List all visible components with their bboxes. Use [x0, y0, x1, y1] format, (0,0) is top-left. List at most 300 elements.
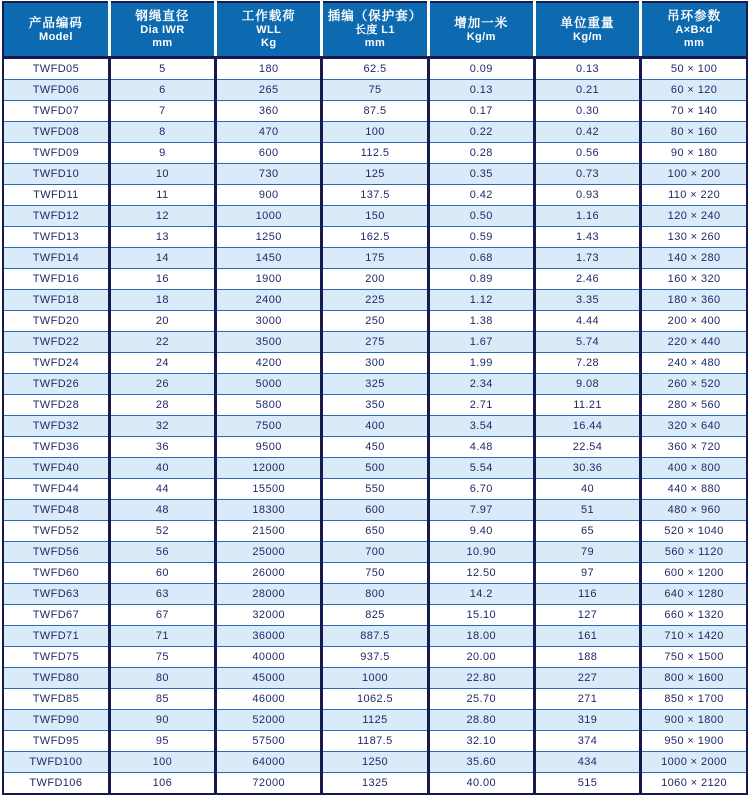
header-line: 长度 L1 [355, 24, 395, 36]
cell-unit-weight: 2.46 [534, 269, 640, 290]
cell-diameter: 22 [109, 332, 215, 353]
cell-per-meter-increase: 0.13 [428, 80, 534, 101]
cell-splice-length: 300 [322, 353, 428, 374]
cell-per-meter-increase: 20.00 [428, 647, 534, 668]
cell-unit-weight: 0.21 [534, 80, 640, 101]
cell-unit-weight: 9.08 [534, 374, 640, 395]
table-row [3, 773, 747, 795]
cell-eye-params: 320 × 640 [641, 416, 747, 437]
cell-wll: 40000 [216, 647, 322, 668]
cell-eye-params: 240 × 480 [641, 353, 747, 374]
cell-splice-length: 1062.5 [322, 689, 428, 710]
cell-diameter: 13 [109, 227, 215, 248]
cell-per-meter-increase: 0.22 [428, 122, 534, 143]
cell-eye-params: 750 × 1500 [641, 647, 747, 668]
cell-splice-length: 937.5 [322, 647, 428, 668]
header-line: mm [364, 37, 386, 49]
cell-diameter: 100 [109, 752, 215, 773]
cell-eye-params: 60 × 120 [641, 80, 747, 101]
cell-unit-weight: 188 [534, 647, 640, 668]
cell-per-meter-increase: 1.38 [428, 311, 534, 332]
table-row [3, 206, 747, 227]
cell-wll: 5000 [216, 374, 322, 395]
cell-wll: 72000 [216, 773, 322, 795]
cell-eye-params: 850 × 1700 [641, 689, 747, 710]
cell-diameter: 52 [109, 521, 215, 542]
cell-eye-params: 70 × 140 [641, 101, 747, 122]
cell-unit-weight: 0.73 [534, 164, 640, 185]
header-line: 单位重量 [560, 15, 615, 30]
cell-model: TWFD12 [3, 206, 109, 227]
cell-unit-weight: 0.13 [534, 58, 640, 80]
cell-diameter: 48 [109, 500, 215, 521]
header-line: WLL [256, 24, 282, 36]
cell-model: TWFD10 [3, 164, 109, 185]
cell-per-meter-increase: 2.34 [428, 374, 534, 395]
cell-eye-params: 900 × 1800 [641, 710, 747, 731]
cell-per-meter-increase: 22.80 [428, 668, 534, 689]
cell-wll: 36000 [216, 626, 322, 647]
cell-wll: 15500 [216, 479, 322, 500]
cell-splice-length: 500 [322, 458, 428, 479]
cell-splice-length: 750 [322, 563, 428, 584]
cell-unit-weight: 7.28 [534, 353, 640, 374]
cell-per-meter-increase: 9.40 [428, 521, 534, 542]
cell-per-meter-increase: 2.71 [428, 395, 534, 416]
cell-eye-params: 520 × 1040 [641, 521, 747, 542]
cell-per-meter-increase: 1.12 [428, 290, 534, 311]
cell-eye-params: 140 × 280 [641, 248, 747, 269]
cell-unit-weight: 434 [534, 752, 640, 773]
cell-unit-weight: 5.74 [534, 332, 640, 353]
cell-unit-weight: 40 [534, 479, 640, 500]
table-row [3, 122, 747, 143]
cell-model: TWFD95 [3, 731, 109, 752]
cell-diameter: 106 [109, 773, 215, 795]
cell-diameter: 32 [109, 416, 215, 437]
cell-wll: 46000 [216, 689, 322, 710]
table-row [3, 710, 747, 731]
cell-unit-weight: 79 [534, 542, 640, 563]
cell-wll: 25000 [216, 542, 322, 563]
cell-wll: 4200 [216, 353, 322, 374]
table-row [3, 80, 747, 101]
table-row [3, 290, 747, 311]
cell-splice-length: 175 [322, 248, 428, 269]
cell-eye-params: 260 × 520 [641, 374, 747, 395]
table-row [3, 248, 747, 269]
cell-diameter: 71 [109, 626, 215, 647]
cell-diameter: 36 [109, 437, 215, 458]
cell-splice-length: 100 [322, 122, 428, 143]
table-row [3, 626, 747, 647]
cell-splice-length: 162.5 [322, 227, 428, 248]
cell-unit-weight: 0.56 [534, 143, 640, 164]
cell-unit-weight: 11.21 [534, 395, 640, 416]
table-row [3, 311, 747, 332]
cell-splice-length: 600 [322, 500, 428, 521]
cell-eye-params: 120 × 240 [641, 206, 747, 227]
table-row [3, 752, 747, 773]
cell-diameter: 12 [109, 206, 215, 227]
cell-per-meter-increase: 5.54 [428, 458, 534, 479]
cell-model: TWFD26 [3, 374, 109, 395]
cell-wll: 600 [216, 143, 322, 164]
cell-splice-length: 325 [322, 374, 428, 395]
cell-eye-params: 560 × 1120 [641, 542, 747, 563]
table-row [3, 185, 747, 206]
table-row [3, 458, 747, 479]
cell-model: TWFD36 [3, 437, 109, 458]
table-body [3, 58, 747, 795]
cell-splice-length: 125 [322, 164, 428, 185]
cell-model: TWFD07 [3, 101, 109, 122]
cell-eye-params: 600 × 1200 [641, 563, 747, 584]
cell-diameter: 7 [109, 101, 215, 122]
cell-diameter: 11 [109, 185, 215, 206]
cell-splice-length: 1250 [322, 752, 428, 773]
cell-unit-weight: 227 [534, 668, 640, 689]
table-row [3, 58, 747, 80]
header-line: Kg [260, 37, 277, 49]
cell-splice-length: 550 [322, 479, 428, 500]
cell-model: TWFD80 [3, 668, 109, 689]
cell-per-meter-increase: 0.50 [428, 206, 534, 227]
cell-wll: 26000 [216, 563, 322, 584]
cell-eye-params: 480 × 960 [641, 500, 747, 521]
cell-model: TWFD22 [3, 332, 109, 353]
cell-unit-weight: 3.35 [534, 290, 640, 311]
cell-per-meter-increase: 15.10 [428, 605, 534, 626]
cell-diameter: 16 [109, 269, 215, 290]
cell-unit-weight: 515 [534, 773, 640, 795]
cell-wll: 1900 [216, 269, 322, 290]
cell-model: TWFD56 [3, 542, 109, 563]
cell-model: TWFD75 [3, 647, 109, 668]
cell-eye-params: 710 × 1420 [641, 626, 747, 647]
header-cell-per-meter-increase [428, 2, 534, 58]
table-row [3, 164, 747, 185]
cell-unit-weight: 161 [534, 626, 640, 647]
cell-per-meter-increase: 25.70 [428, 689, 534, 710]
table-row [3, 332, 747, 353]
cell-wll: 2400 [216, 290, 322, 311]
cell-unit-weight: 30.36 [534, 458, 640, 479]
cell-splice-length: 350 [322, 395, 428, 416]
cell-wll: 3500 [216, 332, 322, 353]
cell-unit-weight: 319 [534, 710, 640, 731]
cell-unit-weight: 1.16 [534, 206, 640, 227]
cell-wll: 64000 [216, 752, 322, 773]
header-line: 产品编码 [28, 15, 83, 30]
table-row [3, 101, 747, 122]
cell-eye-params: 1060 × 2120 [641, 773, 747, 795]
cell-unit-weight: 16.44 [534, 416, 640, 437]
cell-eye-params: 130 × 260 [641, 227, 747, 248]
cell-per-meter-increase: 0.59 [428, 227, 534, 248]
header-line: mm [152, 37, 173, 49]
cell-per-meter-increase: 12.50 [428, 563, 534, 584]
header-line: 钢绳直径 [135, 9, 190, 23]
cell-splice-length: 62.5 [322, 58, 428, 80]
cell-per-meter-increase: 28.80 [428, 710, 534, 731]
cell-eye-params: 220 × 440 [641, 332, 747, 353]
cell-unit-weight: 65 [534, 521, 640, 542]
cell-unit-weight: 0.30 [534, 101, 640, 122]
cell-diameter: 67 [109, 605, 215, 626]
cell-model: TWFD16 [3, 269, 109, 290]
table-row [3, 395, 747, 416]
cell-diameter: 8 [109, 122, 215, 143]
table-row [3, 269, 747, 290]
cell-wll: 21500 [216, 521, 322, 542]
cell-model: TWFD85 [3, 689, 109, 710]
cell-diameter: 5 [109, 58, 215, 80]
cell-per-meter-increase: 0.68 [428, 248, 534, 269]
table-row [3, 563, 747, 584]
table-row [3, 374, 747, 395]
cell-splice-length: 1187.5 [322, 731, 428, 752]
header-line: Kg/m [572, 30, 603, 43]
cell-unit-weight: 1.73 [534, 248, 640, 269]
header-cell-wll [216, 2, 322, 58]
cell-per-meter-increase: 3.54 [428, 416, 534, 437]
cell-splice-length: 450 [322, 437, 428, 458]
cell-wll: 18300 [216, 500, 322, 521]
cell-model: TWFD40 [3, 458, 109, 479]
cell-splice-length: 225 [322, 290, 428, 311]
cell-wll: 32000 [216, 605, 322, 626]
cell-unit-weight: 97 [534, 563, 640, 584]
cell-model: TWFD67 [3, 605, 109, 626]
cell-wll: 7500 [216, 416, 322, 437]
cell-diameter: 95 [109, 731, 215, 752]
header-cell-model [3, 2, 109, 58]
cell-per-meter-increase: 10.90 [428, 542, 534, 563]
cell-eye-params: 80 × 160 [641, 122, 747, 143]
table-row [3, 521, 747, 542]
cell-per-meter-increase: 0.09 [428, 58, 534, 80]
cell-per-meter-increase: 0.17 [428, 101, 534, 122]
cell-eye-params: 110 × 220 [641, 185, 747, 206]
cell-unit-weight: 1.43 [534, 227, 640, 248]
cell-per-meter-increase: 7.97 [428, 500, 534, 521]
header-line: mm [683, 37, 705, 49]
cell-splice-length: 700 [322, 542, 428, 563]
cell-per-meter-increase: 32.10 [428, 731, 534, 752]
cell-diameter: 60 [109, 563, 215, 584]
cell-model: TWFD90 [3, 710, 109, 731]
cell-diameter: 10 [109, 164, 215, 185]
cell-model: TWFD18 [3, 290, 109, 311]
cell-per-meter-increase: 4.48 [428, 437, 534, 458]
cell-eye-params: 950 × 1900 [641, 731, 747, 752]
cell-splice-length: 1000 [322, 668, 428, 689]
cell-diameter: 9 [109, 143, 215, 164]
cell-wll: 470 [216, 122, 322, 143]
table-row [3, 143, 747, 164]
table-header [3, 2, 747, 58]
table-row [3, 479, 747, 500]
cell-diameter: 28 [109, 395, 215, 416]
cell-per-meter-increase: 1.99 [428, 353, 534, 374]
cell-diameter: 20 [109, 311, 215, 332]
cell-splice-length: 137.5 [322, 185, 428, 206]
cell-unit-weight: 116 [534, 584, 640, 605]
cell-eye-params: 360 × 720 [641, 437, 747, 458]
cell-model: TWFD100 [3, 752, 109, 773]
cell-splice-length: 250 [322, 311, 428, 332]
cell-eye-params: 180 × 360 [641, 290, 747, 311]
cell-per-meter-increase: 14.2 [428, 584, 534, 605]
header-line: A×B×d [675, 24, 713, 36]
cell-eye-params: 1000 × 2000 [641, 752, 747, 773]
header-line: Model [39, 30, 73, 43]
header-line: 工作载荷 [241, 9, 296, 23]
cell-wll: 730 [216, 164, 322, 185]
cell-eye-params: 660 × 1320 [641, 605, 747, 626]
cell-splice-length: 650 [322, 521, 428, 542]
cell-model: TWFD32 [3, 416, 109, 437]
header-row [3, 2, 747, 58]
cell-eye-params: 800 × 1600 [641, 668, 747, 689]
cell-wll: 180 [216, 58, 322, 80]
cell-unit-weight: 0.42 [534, 122, 640, 143]
cell-eye-params: 640 × 1280 [641, 584, 747, 605]
cell-per-meter-increase: 40.00 [428, 773, 534, 795]
cell-model: TWFD09 [3, 143, 109, 164]
table-row [3, 227, 747, 248]
cell-eye-params: 400 × 800 [641, 458, 747, 479]
cell-diameter: 85 [109, 689, 215, 710]
header-line: 吊环参数 [667, 9, 722, 23]
cell-model: TWFD44 [3, 479, 109, 500]
cell-unit-weight: 127 [534, 605, 640, 626]
cell-wll: 360 [216, 101, 322, 122]
header-line: Dia IWR [140, 24, 185, 36]
cell-wll: 12000 [216, 458, 322, 479]
cell-model: TWFD13 [3, 227, 109, 248]
cell-wll: 45000 [216, 668, 322, 689]
header-cell-unit-weight [534, 2, 640, 58]
cell-per-meter-increase: 0.35 [428, 164, 534, 185]
cell-diameter: 26 [109, 374, 215, 395]
table-row [3, 416, 747, 437]
cell-unit-weight: 271 [534, 689, 640, 710]
cell-unit-weight: 374 [534, 731, 640, 752]
table-row [3, 584, 747, 605]
cell-diameter: 80 [109, 668, 215, 689]
cell-splice-length: 825 [322, 605, 428, 626]
cell-diameter: 56 [109, 542, 215, 563]
header-cell-splice-length [322, 2, 428, 58]
cell-per-meter-increase: 18.00 [428, 626, 534, 647]
cell-diameter: 40 [109, 458, 215, 479]
cell-model: TWFD106 [3, 773, 109, 795]
cell-model: TWFD24 [3, 353, 109, 374]
cell-wll: 52000 [216, 710, 322, 731]
cell-splice-length: 800 [322, 584, 428, 605]
cell-splice-length: 275 [322, 332, 428, 353]
cell-wll: 9500 [216, 437, 322, 458]
cell-wll: 1250 [216, 227, 322, 248]
cell-unit-weight: 4.44 [534, 311, 640, 332]
table-row [3, 668, 747, 689]
cell-model: TWFD06 [3, 80, 109, 101]
cell-wll: 28000 [216, 584, 322, 605]
cell-splice-length: 75 [322, 80, 428, 101]
table-row [3, 647, 747, 668]
header-line: 增加一米 [454, 15, 509, 30]
table-row [3, 605, 747, 626]
spec-table [2, 1, 748, 795]
cell-per-meter-increase: 0.28 [428, 143, 534, 164]
cell-model: TWFD52 [3, 521, 109, 542]
cell-splice-length: 150 [322, 206, 428, 227]
cell-model: TWFD05 [32, 63, 80, 75]
cell-per-meter-increase: 0.89 [428, 269, 534, 290]
cell-eye-params: 100 × 200 [641, 164, 747, 185]
table-row [3, 542, 747, 563]
cell-diameter: 44 [109, 479, 215, 500]
cell-splice-length: 200 [322, 269, 428, 290]
cell-eye-params: 90 × 180 [641, 143, 747, 164]
cell-diameter: 6 [109, 80, 215, 101]
table-row [3, 437, 747, 458]
cell-per-meter-increase: 6.70 [428, 479, 534, 500]
cell-wll: 57500 [216, 731, 322, 752]
cell-eye-params: 50 × 100 [641, 58, 747, 80]
cell-model: TWFD20 [3, 311, 109, 332]
cell-eye-params: 160 × 320 [641, 269, 747, 290]
cell-diameter: 75 [109, 647, 215, 668]
cell-model: TWFD14 [3, 248, 109, 269]
cell-splice-length: 1325 [322, 773, 428, 795]
cell-diameter: 90 [109, 710, 215, 731]
cell-wll: 3000 [216, 311, 322, 332]
cell-model: TWFD48 [3, 500, 109, 521]
cell-diameter: 63 [109, 584, 215, 605]
cell-splice-length: 87.5 [322, 101, 428, 122]
cell-model: TWFD60 [3, 563, 109, 584]
table-row [3, 689, 747, 710]
cell-model: TWFD63 [3, 584, 109, 605]
cell-model: TWFD71 [3, 626, 109, 647]
cell-eye-params: 280 × 560 [641, 395, 747, 416]
cell-diameter: 18 [109, 290, 215, 311]
cell-model: TWFD08 [3, 122, 109, 143]
cell-splice-length: 887.5 [322, 626, 428, 647]
cell-wll: 5800 [216, 395, 322, 416]
table-row [3, 731, 747, 752]
cell-unit-weight: 22.54 [534, 437, 640, 458]
cell-unit-weight: 0.93 [534, 185, 640, 206]
cell-eye-params: 200 × 400 [641, 311, 747, 332]
table-row [3, 353, 747, 374]
cell-wll: 1000 [216, 206, 322, 227]
header-cell-diameter [109, 2, 215, 58]
cell-wll: 265 [216, 80, 322, 101]
header-line: Kg/m [466, 30, 496, 43]
cell-per-meter-increase: 35.60 [428, 752, 534, 773]
cell-diameter: 24 [109, 353, 215, 374]
cell-model: TWFD28 [3, 395, 109, 416]
cell-diameter: 14 [109, 248, 215, 269]
cell-per-meter-increase: 1.67 [428, 332, 534, 353]
cell-wll: 900 [216, 185, 322, 206]
table-row [3, 500, 747, 521]
cell-eye-params: 440 × 880 [641, 479, 747, 500]
